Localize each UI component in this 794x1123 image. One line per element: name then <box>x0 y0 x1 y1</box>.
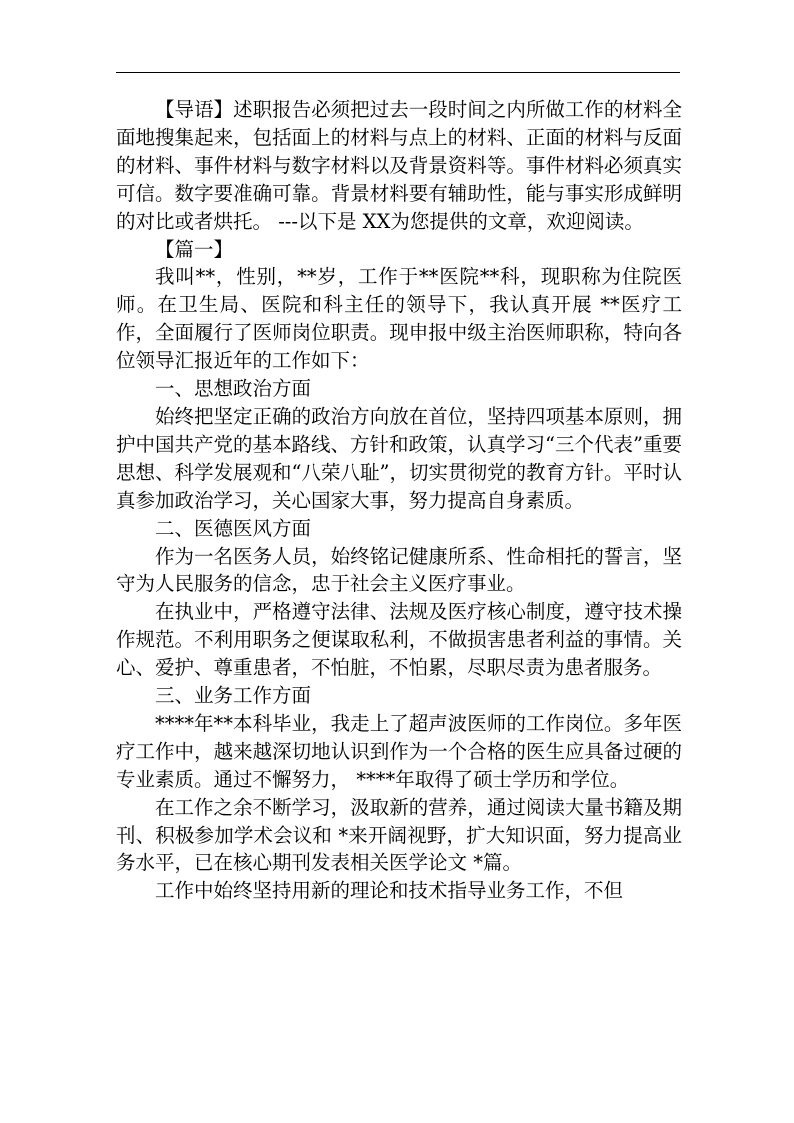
section-heading: 二、医德医风方面 <box>155 516 312 540</box>
header-rule <box>116 72 680 73</box>
paragraph: ****年**本科毕业，我走上了超声波医师的工作岗位。多年医疗工作中，越来越深切地认识到作为一个合格的医生应具备过硬的专业素质。通过不懈努力， ****年取得了硕士学历和学位。 <box>116 711 682 791</box>
paragraph: 始终把坚定正确的政治方向放在首位，坚持四项基本原则，拥护中国共产党的基本路线、方针和政策，认真学习“三个代表”重要思想、科学发展观和“八荣八耻”，切实贯彻党的教育方针。平时认真参加政治学习，关心国家大事，努力提高自身素质。 <box>116 404 682 512</box>
paragraph: 作为一名医务人员，始终铭记健康所系、性命相托的誓言，坚守为人民服务的信念，忠于社会主义医疗事业。 <box>116 544 682 596</box>
document-body <box>116 96 682 905</box>
paragraph: 我叫**，性别，**岁，工作于**医院**科，现职称为住院医师。在卫生局、医院和科主任的领导下，我认真开展 **医疗工作，全面履行了医师岗位职责。现申报中级主治医师职称，特向各位领导汇报近年的工作如下： <box>116 265 682 373</box>
paragraph: 在执业中，严格遵守法律、法规及医疗核心制度，遵守技术操作规范。不利用职务之便谋取私利，不做损害患者利益的事情。关心、爱护、尊重患者，不怕脏，不怕累，尽职尽责为患者服务。 <box>116 600 682 680</box>
section-heading: 【篇一】 <box>155 237 234 261</box>
section-heading: 三、业务工作方面 <box>155 684 312 708</box>
paragraph: 【导语】述职报告必须把过去一段时间之内所做工作的材料全面地搜集起来，包括面上的材料与点上的材料、正面的材料与反面的材料、事件材料与数字材料以及背景资料等。事件材料必须真实可信。数字要准确可靠。背景材料要有辅助性，能与事实形成鲜明的对比或者烘托。 ---以下是 XX为您提供的文章，欢迎阅读。 <box>116 98 682 233</box>
paragraph: 工作中始终坚持用新的理论和技术指导业务工作，不但 <box>155 879 624 903</box>
section-heading: 一、思想政治方面 <box>155 377 312 401</box>
paragraph: 在工作之余不断学习，汲取新的营养，通过阅读大量书籍及期刊、积极参加学术会议和 *来开阔视野，扩大知识面，努力提高业务水平，已在核心期刊发表相关医学论文 *篇。 <box>116 795 682 875</box>
